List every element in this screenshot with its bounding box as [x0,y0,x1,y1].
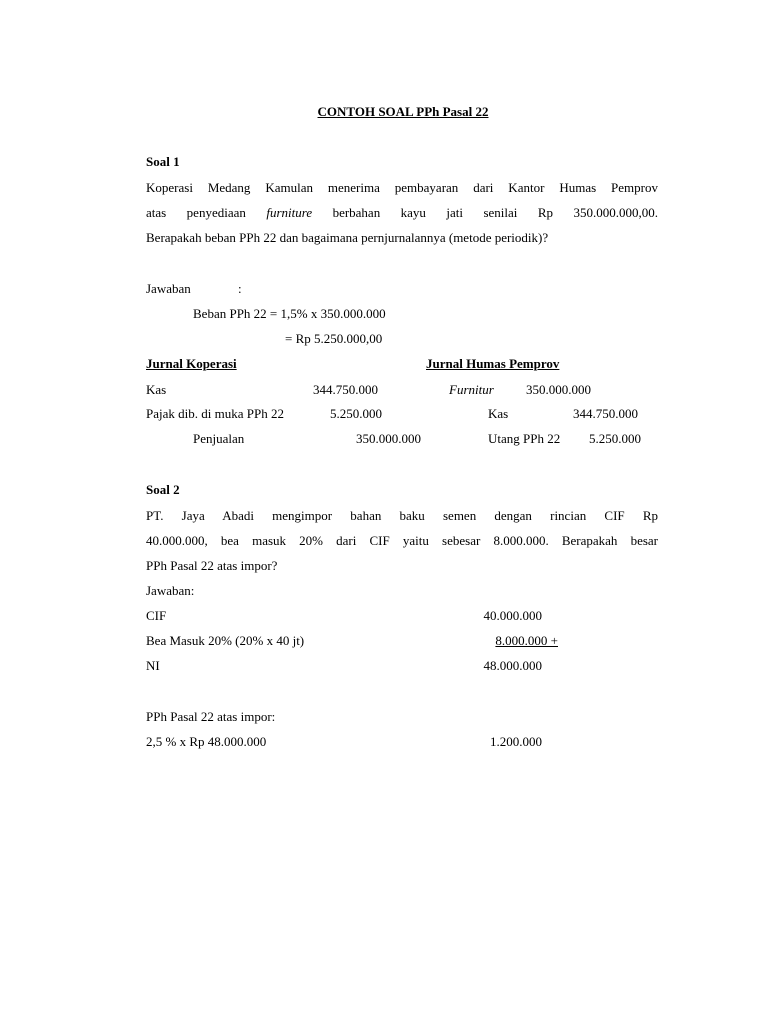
jurnal-koperasi-account: Kas [146,382,167,397]
calc-row-value: 40.000.000 [483,608,542,623]
calc-row-label: NI [146,658,160,673]
calc-row-label: CIF [146,608,167,623]
jurnal-koperasi-account: Pajak dib. di muka PPh 22 [146,406,284,421]
soal-2-heading: Soal 2 [146,482,180,497]
calc-line-2: = Rp 5.250.000,00 [285,331,383,346]
pph-calc-label: 2,5 % x Rp 48.000.000 [146,734,267,749]
soal-2-line-3: PPh Pasal 22 atas impor? [146,558,278,573]
calc-row-value: 8.000.000 + [495,633,558,648]
jurnal-koperasi-heading: Jurnal Koperasi [146,356,237,371]
jurnal-koperasi-amount: 350.000.000 [356,431,421,446]
jurnal-humas-account: Furnitur [449,382,494,397]
jurnal-humas-amount: 5.250.000 [589,431,641,446]
jurnal-humas-heading: Jurnal Humas Pemprov [426,356,560,371]
jurnal-koperasi-account: Penjualan [193,431,245,446]
jurnal-humas-account: Kas [488,406,509,421]
soal-1-line-1: Koperasi Medang Kamulan menerima pembayaran dari Kantor Humas Pemprov [146,180,658,195]
jawaban-colon: : [238,281,242,296]
soal-2-line-1: PT. Jaya Abadi mengimpor bahan baku semen dengan rincian CIF Rp [146,508,658,523]
calc-row-label: Bea Masuk 20% (20% x 40 jt) [146,633,305,648]
jurnal-koperasi-amount: 5.250.000 [330,406,382,421]
jurnal-humas-account: Utang PPh 22 [488,431,561,446]
soal-2-line-2: 40.000.000, bea masuk 20% dari CIF yaitu sebesar 8.000.000. Berapakah besar [146,533,658,548]
jurnal-humas-amount: 350.000.000 [526,382,591,397]
soal-1-line-3: Berapakah beban PPh 22 dan bagaimana pernjurnalannya (metode periodik)? [146,230,549,245]
soal-1-line-2-c: berbahan kayu jati senilai Rp 350.000.000,00. [332,205,659,220]
soal-1-heading: Soal 1 [146,154,180,169]
jawaban-label: Jawaban [146,281,191,296]
soal-2-jawaban-label: Jawaban: [146,583,195,598]
soal-1-furniture-word: furniture [266,205,313,220]
calc-row-value: 48.000.000 [483,658,542,673]
calc-line-1: Beban PPh 22 = 1,5% x 350.000.000 [193,306,386,321]
jurnal-koperasi-amount: 344.750.000 [313,382,378,397]
soal-1-line-2-a: atas penyediaan [146,205,246,220]
pph-calc-value: 1.200.000 [490,734,542,749]
jurnal-humas-amount: 344.750.000 [573,406,638,421]
pph-label: PPh Pasal 22 atas impor: [146,709,276,724]
page-title: CONTOH SOAL PPh Pasal 22 [317,104,489,119]
